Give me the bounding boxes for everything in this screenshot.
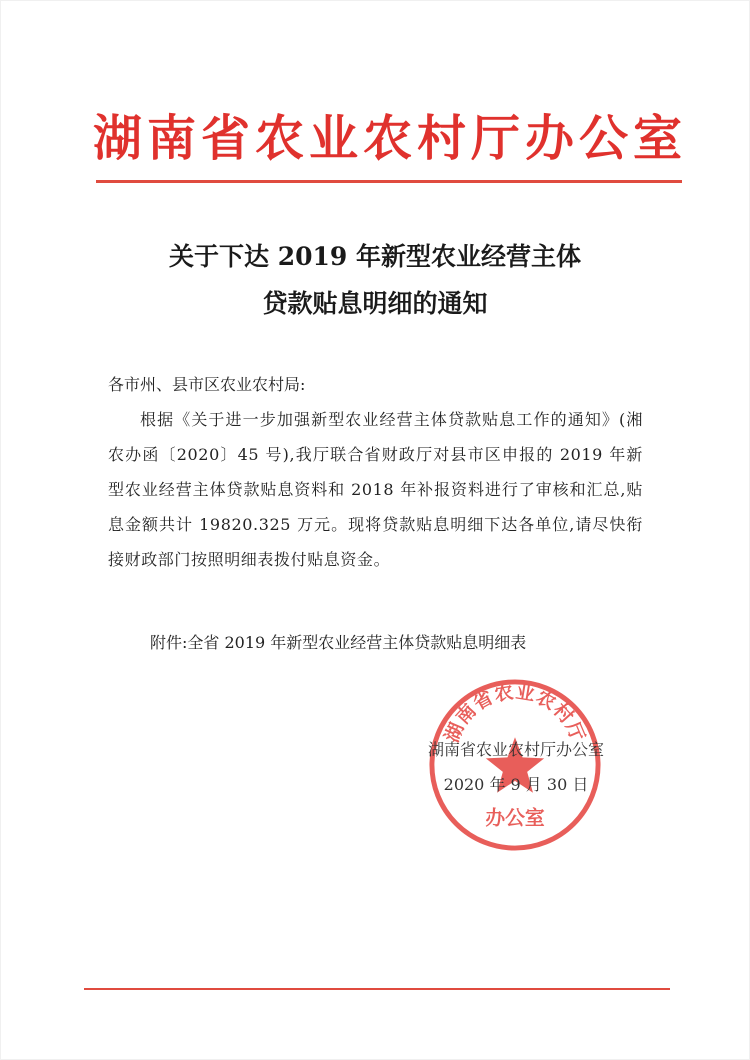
signature-date: 2020 年 9 月 30 日 xyxy=(443,775,589,794)
body-paragraph: 根据《关于进一步加强新型农业经营主体贷款贴息工作的通知》(湘农办函〔2020〕45 号),我厅联合省财政厅对县市区申报的 2019 年新型农业经营主体贷款贴息资料和 2018 年补报资料进行了审核和汇总,贴息金额共计 19820.325 万元。现将贷款贴息明细下达各单位,请尽快衔接财政部门按照明细表拨付贴息资金。 xyxy=(108,410,643,569)
masthead-red-rule xyxy=(96,180,682,183)
attachment-line: 附件:全省 2019 年新型农业经营主体贷款贴息明细表 xyxy=(150,633,527,652)
signature-organization: 湖南省农业农村厅办公室 xyxy=(427,740,604,759)
document-title-line-1: 关于下达 2019 年新型农业经营主体 xyxy=(169,242,581,271)
seal-arc-text: 湖南省农业农村厅 xyxy=(440,680,590,746)
seal-bottom-text: 办公室 xyxy=(485,805,545,830)
footer-red-rule xyxy=(84,988,670,990)
salutation: 各市州、县市区农业农村局: xyxy=(108,375,306,394)
masthead-title: 湖南省农业农村厅办公室 xyxy=(92,109,687,167)
document-title-line-2: 贷款贴息明细的通知 xyxy=(262,289,488,318)
official-seal xyxy=(426,676,604,854)
